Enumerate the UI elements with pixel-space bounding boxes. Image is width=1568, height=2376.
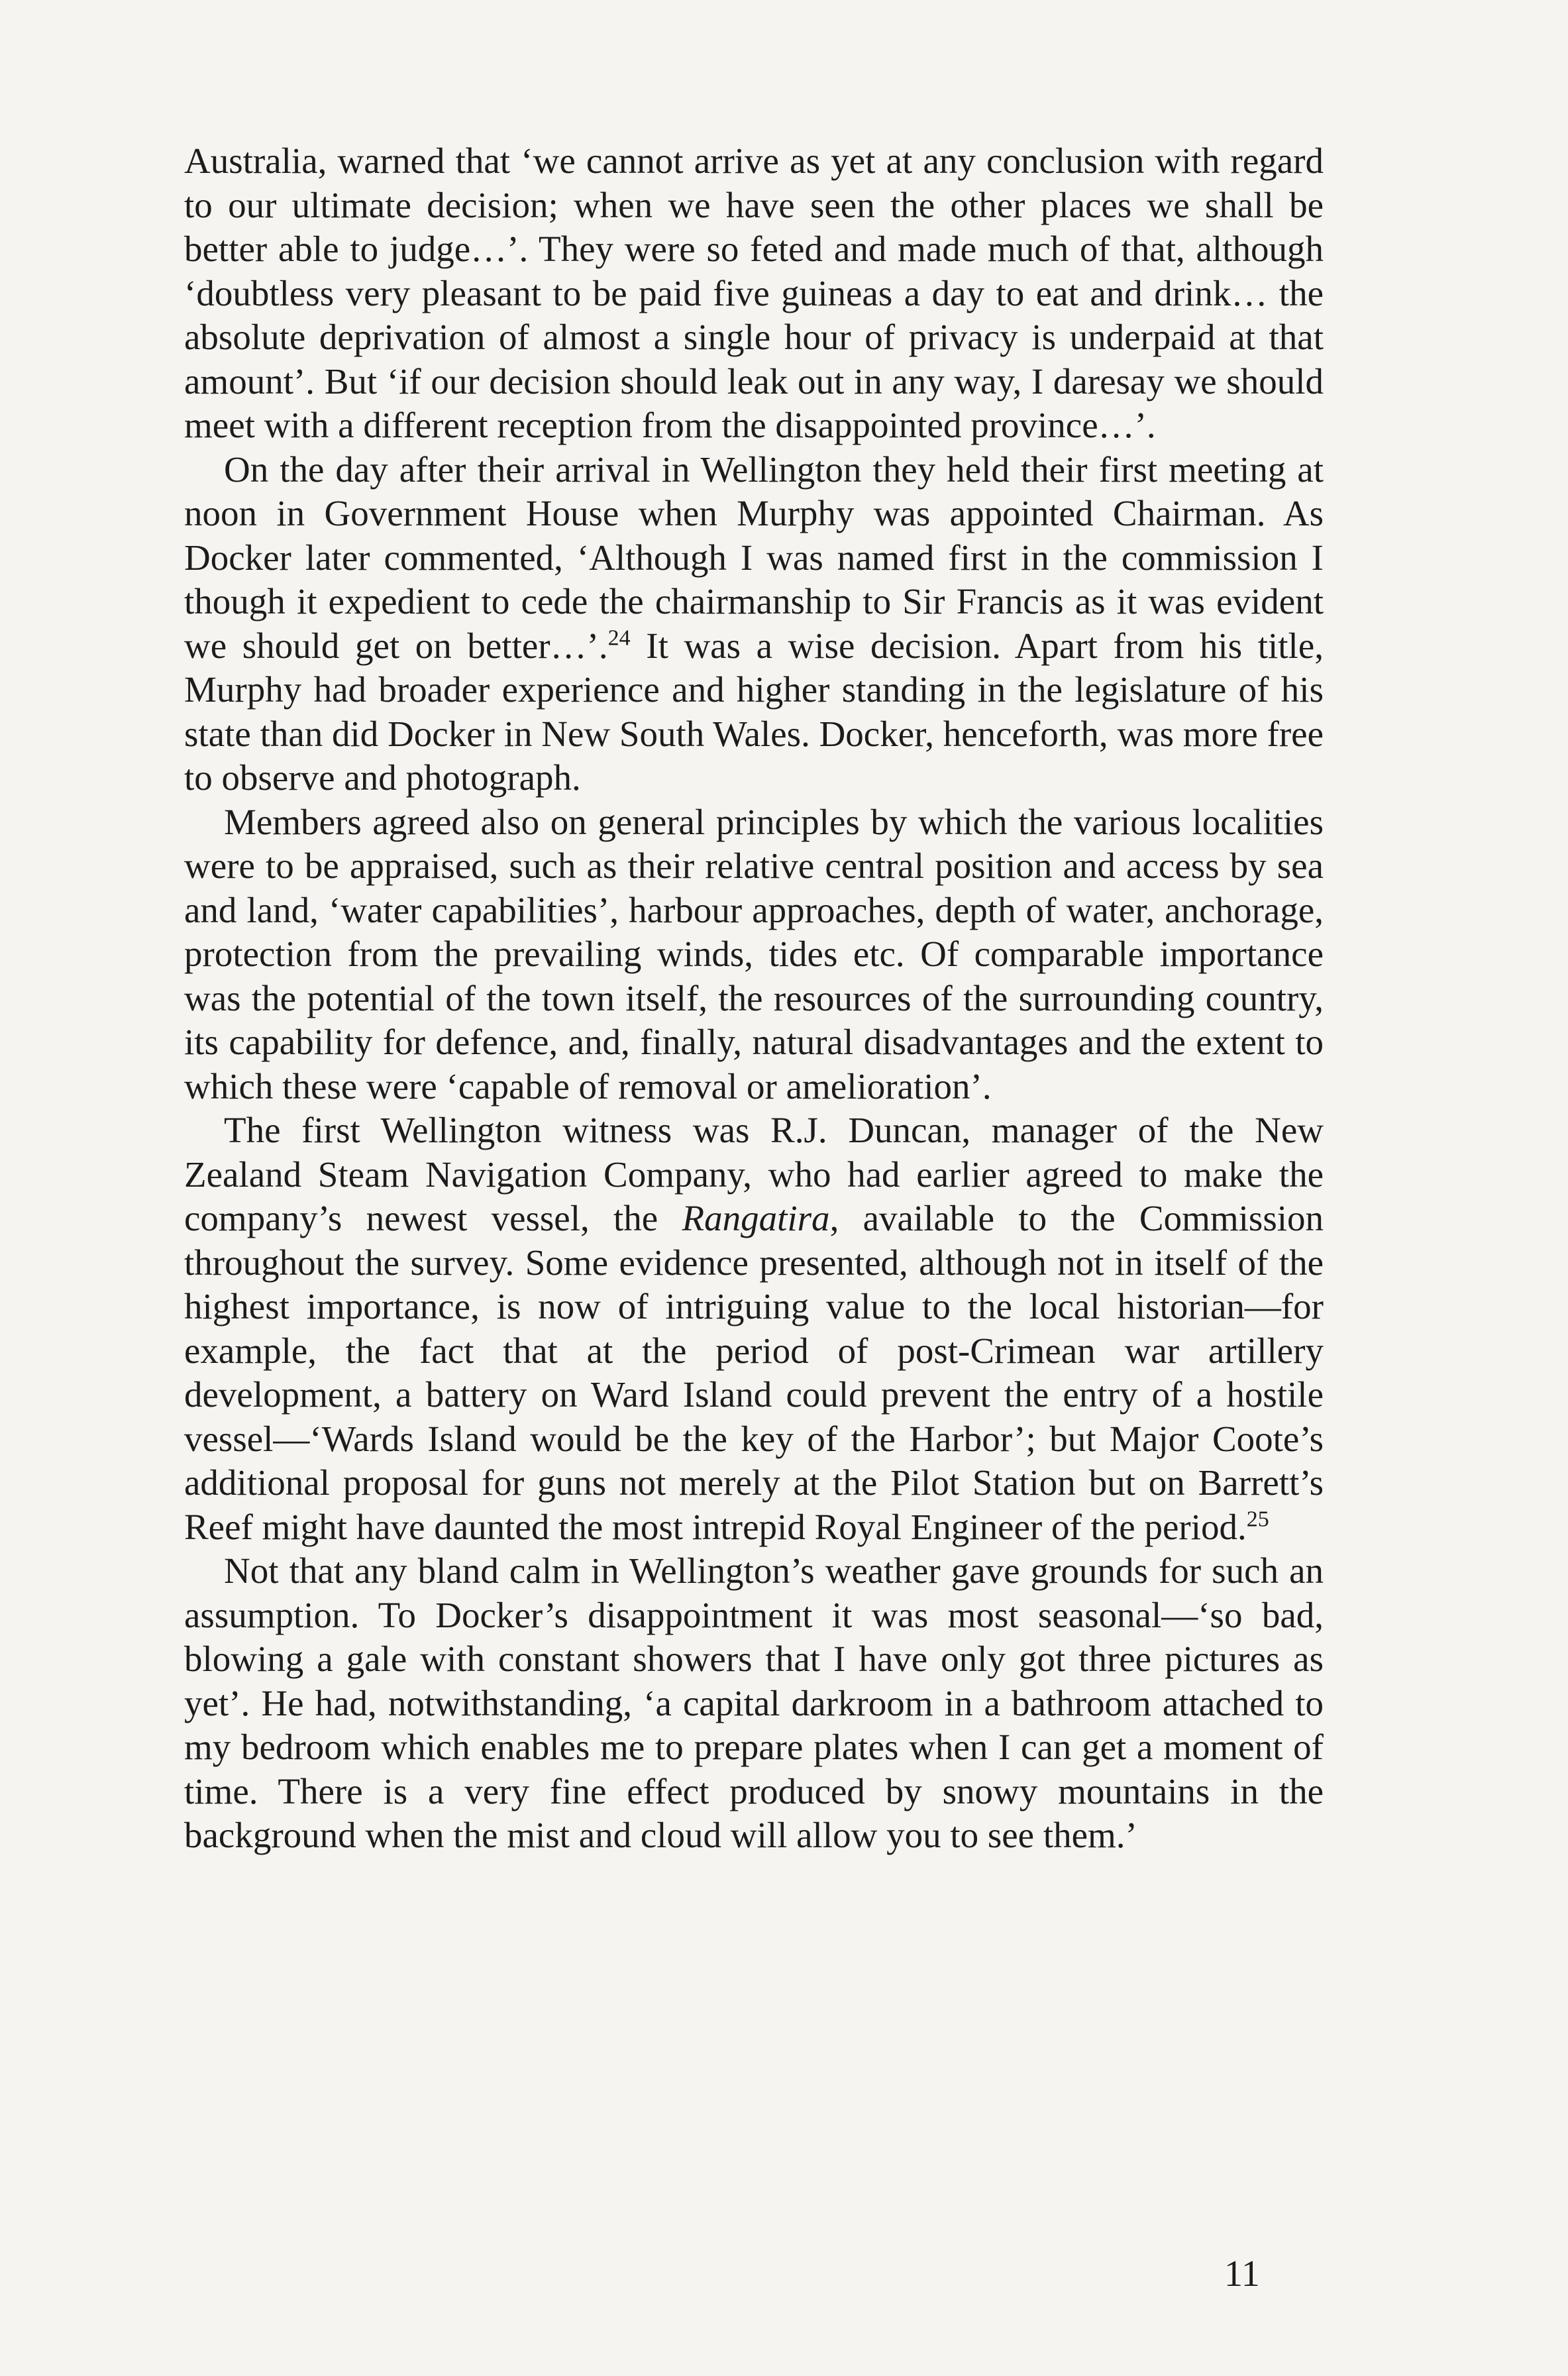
body-text [184,139,1324,1858]
paragraph-2 [184,448,1324,800]
page-number: 11 [1224,2253,1260,2295]
footnote-ref-25: 25 [1246,1507,1269,1532]
paragraph-text: On the day after their arrival in Wellington they held their first meeting at noon in Government House when Murphy was appointed Chairman. As Docker later commented, ‘Although I was named first in the commission I though it expedient to cede the chairmanship to Sir Francis as it was evident we should get on better…’. [184,449,1324,666]
paragraph-text: Australia, warned that ‘we cannot arrive as yet at any conclusion with regard to our ultimate decision; when we have seen the other places we shall be better able to judge…’. They were so feted and made much of that, although ‘doubtless very pleasant to be paid five guineas a day to eat and drink… the absolute deprivation of almost a single hour of privacy is underpaid at that amount’. But ‘if our decision should leak out in any way, I daresay we should meet with a different reception from the disappointed province…’. [184,140,1324,445]
footnote-ref-24: 24 [607,625,631,651]
paragraph-5 [184,1549,1324,1858]
ship-name-italic: Rangatira [682,1198,830,1238]
paragraph-text: It was a wise decision. Apart from his title, Murphy had broader experience and higher standing in the legislature of his state than did Docker in New South Wales. Docker, henceforth, was more free to observe and photograph. [184,625,1324,798]
paragraph-text: The first Wellington witness was R.J. Duncan, manager of the New Zealand Steam Navigation Company, who had earlier agreed to make the company’s newest vessel, the [184,1110,1324,1238]
paragraph-3 [184,800,1324,1109]
paragraph-text: Members agreed also on general principles by which the various localities were to be appraised, such as their relative central position and access by sea and land, ‘water capabilities’, harbour approaches, depth of water, anchorage, protection from the prevailing winds, tides etc. Of comparable importance was the potential of the town itself, the resources of the surrounding country, its capability for defence, and, finally, natural disadvantages and the extent to which these were ‘capable of removal or amelioration’. [184,801,1324,1107]
paragraph-1 [184,139,1324,448]
paragraph-4 [184,1108,1324,1549]
paragraph-text: Not that any bland calm in Wellington’s weather gave grounds for such an assumption. To Docker’s disappointment it was most seasonal—‘so bad, blowing a gale with constant showers that I have only got three pictures as yet’. He had, notwithstanding, ‘a capital darkroom in a bathroom attached to my bedroom which enables me to prepare plates when I can get a moment of time. There is a very fine effect produced by snowy mountains in the background when the mist and cloud will allow you to see them.’ [184,1550,1324,1855]
paragraph-text: , available to the Commission throughout the survey. Some evidence presented, although not in itself of the highest importance, is now of intriguing value to the local historian—for example, the fact that at the period of post-Crimean war artillery development, a battery on Ward Island could prevent the entry of a hostile vessel—‘Wards Island would be the key of the Harbor’; but Major Coote’s additional proposal for guns not merely at the Pilot Station but on Barrett’s Reef might have daunted the most intrepid Royal Engineer of the period. [184,1198,1324,1547]
